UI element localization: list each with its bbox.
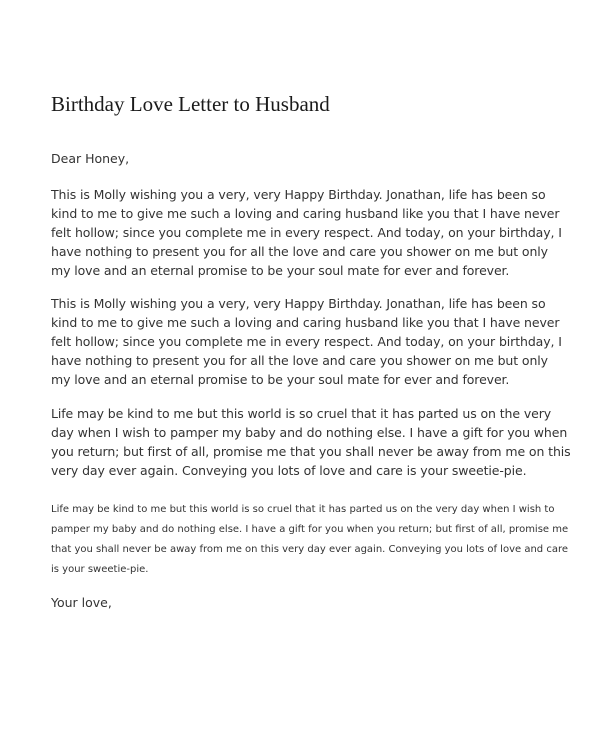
letter-title: Birthday Love Letter to Husband	[51, 92, 330, 116]
letter-paragraph-4: Life may be kind to me but this world is so cruel that it has parted us on the very day when I wish to pamper my baby and do nothing else. I have a gift for you when you return; but first of all, promise me that you shall never be away from me on this very day ever again. Conveying you lots of love and care is your sweetie-pie.	[51, 504, 569, 575]
letter-closing: Your love,	[51, 595, 112, 610]
letter-paragraph-2: This is Molly wishing you a very, very Happy Birthday. Jonathan, life has been so kind to me to give me such a loving and caring husband like you that I have never felt hollow; since you complete me in every respect. And today, on your birthday, I have nothing to present you for all the love and care you shower on me but only my love and an eternal promise to be your soul mate for ever and forever.	[51, 296, 562, 387]
letter-paragraph-1: This is Molly wishing you a very, very Happy Birthday. Jonathan, life has been so kind to me to give me such a loving and caring husband like you that I have never felt hollow; since you complete me in every respect. And today, on your birthday, I have nothing to present you for all the love and care you shower on me but only my love and an eternal promise to be your soul mate for ever and forever.	[51, 187, 562, 278]
letter-paragraph-3: Life may be kind to me but this world is so cruel that it has parted us on the very day when I wish to pamper my baby and do nothing else. I have a gift for you when you return; but first of all, promise me that you shall never be away from me on this very day ever again. Conveying you lots of love and care is your sweetie-pie.	[51, 406, 571, 478]
letter-greeting: Dear Honey,	[51, 151, 130, 166]
